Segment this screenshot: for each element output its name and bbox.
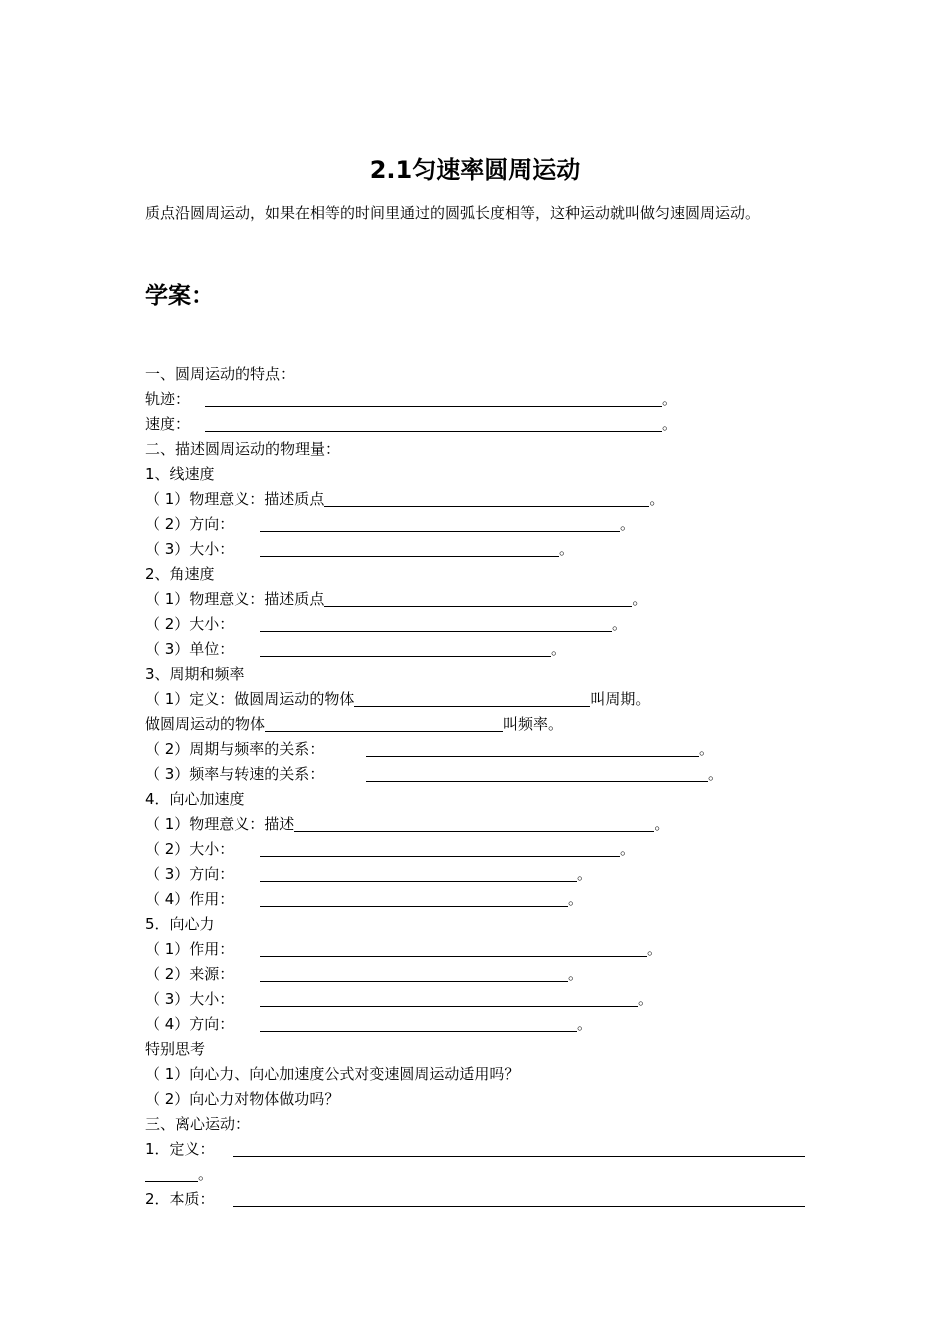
period-frequency-relation-line: （ 2）周期与频率的关系： 。: [145, 737, 714, 762]
linear-velocity-heading: 1、线速度: [145, 465, 215, 483]
thinking-question-2: （ 2）向心力对物体做功吗？: [145, 1090, 340, 1108]
frequency-definition-line: 做圆周运动的物体 叫频率。: [145, 712, 563, 737]
cf-function-line: （ 1）作用： 。: [145, 937, 662, 962]
av-magnitude-line: （ 2）大小： 。: [145, 612, 627, 637]
cf-direction-line: （ 4）方向： 。: [145, 1012, 592, 1037]
special-thinking-heading: 特别思考: [145, 1040, 206, 1058]
ca-direction-line: （ 3）方向： 。: [145, 862, 592, 887]
av-unit-blank[interactable]: [260, 637, 551, 657]
period-mark: 。: [612, 615, 628, 633]
centripetal-acceleration-heading: 4．向心加速度: [145, 790, 245, 808]
period-mark: 。: [662, 390, 678, 408]
av-meaning-blank[interactable]: [324, 587, 632, 607]
centripetal-force-heading: 5．向心力: [145, 915, 215, 933]
intro-paragraph: 质点沿圆周运动，如果在相等的时间里通过的圆弧长度相等，这种运动就叫做匀速圆周运动。: [145, 204, 761, 222]
period-mark: 。: [577, 1015, 593, 1033]
section-2-title: 二、描述圆周运动的物理量：: [145, 440, 341, 458]
cf-source-line: （ 2）来源： 。: [145, 962, 583, 987]
ca-direction-blank[interactable]: [260, 862, 577, 882]
period-mark: 。: [577, 865, 593, 883]
ca-magnitude-blank[interactable]: [260, 837, 620, 857]
ca-function-blank[interactable]: [260, 887, 568, 907]
ca-meaning-line: （ 1）物理意义：描述 。: [145, 812, 669, 837]
ca-magnitude-line: （ 2）大小： 。: [145, 837, 635, 862]
period-mark: 。: [654, 815, 670, 833]
cf-function-blank[interactable]: [260, 937, 647, 957]
period-mark: 。: [551, 640, 567, 658]
period-mark: 。: [620, 840, 636, 858]
centrifugal-definition-blank[interactable]: [233, 1137, 805, 1157]
ca-function-line: （ 4）作用： 。: [145, 887, 583, 912]
period-mark: 。: [568, 890, 584, 908]
trajectory-line: 轨迹： 。: [145, 387, 677, 412]
frequency-speed-relation-line: （ 3）频率与转速的关系： 。: [145, 762, 723, 787]
lv-magnitude-line: （ 3）大小： 。: [145, 537, 574, 562]
period-frequency-relation-blank[interactable]: [366, 737, 699, 757]
period-mark: 。: [198, 1165, 214, 1183]
centrifugal-definition-blank-cont[interactable]: [145, 1162, 198, 1182]
frequency-definition-blank[interactable]: [265, 712, 503, 732]
speed-line: 速度： 。: [145, 412, 677, 437]
lv-meaning-line: （ 1）物理意义：描述质点 。: [145, 487, 664, 512]
lv-direction-line: （ 2）方向： 。: [145, 512, 635, 537]
page-title: 2.1匀速率圆周运动: [369, 156, 581, 184]
period-mark: 。: [662, 415, 678, 433]
lv-magnitude-blank[interactable]: [260, 537, 559, 557]
av-unit-line: （ 3）单位： 。: [145, 637, 566, 662]
period-mark: 。: [699, 740, 715, 758]
cf-direction-blank[interactable]: [260, 1012, 577, 1032]
period-mark: 。: [620, 515, 636, 533]
lv-meaning-blank[interactable]: [324, 487, 649, 507]
speed-blank[interactable]: [205, 412, 662, 432]
period-mark: 。: [568, 965, 584, 983]
period-mark: 。: [559, 540, 575, 558]
period-definition-blank[interactable]: [354, 687, 590, 707]
period-mark: 。: [649, 490, 665, 508]
section-3-title: 三、离心运动：: [145, 1115, 251, 1133]
period-mark: 。: [638, 990, 654, 1008]
av-magnitude-blank[interactable]: [260, 612, 612, 632]
trajectory-blank[interactable]: [205, 387, 662, 407]
period-mark: 。: [647, 940, 663, 958]
thinking-question-1: （ 1）向心力、向心加速度公式对变速圆周运动适用吗？: [145, 1065, 520, 1083]
lv-direction-blank[interactable]: [260, 512, 620, 532]
cf-magnitude-blank[interactable]: [260, 987, 638, 1007]
period-mark: 。: [632, 590, 648, 608]
period-frequency-heading: 3、周期和频率: [145, 665, 245, 683]
cf-source-blank[interactable]: [260, 962, 568, 982]
centrifugal-nature-blank[interactable]: [233, 1187, 805, 1207]
centrifugal-definition-continuation: [145, 1162, 213, 1187]
centrifugal-nature-line: 2．本质：: [145, 1187, 805, 1212]
av-meaning-line: （ 1）物理意义：描述质点 。: [145, 587, 647, 612]
ca-meaning-blank[interactable]: [294, 812, 654, 832]
period-definition-line: （ 1）定义：做圆周运动的物体 叫周期。: [145, 687, 650, 712]
section-heading: 学案：: [145, 283, 214, 309]
angular-velocity-heading: 2、角速度: [145, 565, 215, 583]
centrifugal-definition-line: 1．定义：: [145, 1137, 805, 1162]
period-mark: 。: [708, 765, 724, 783]
frequency-speed-relation-blank[interactable]: [366, 762, 708, 782]
cf-magnitude-line: （ 3）大小： 。: [145, 987, 653, 1012]
section-1-title: 一、圆周运动的特点：: [145, 365, 296, 383]
